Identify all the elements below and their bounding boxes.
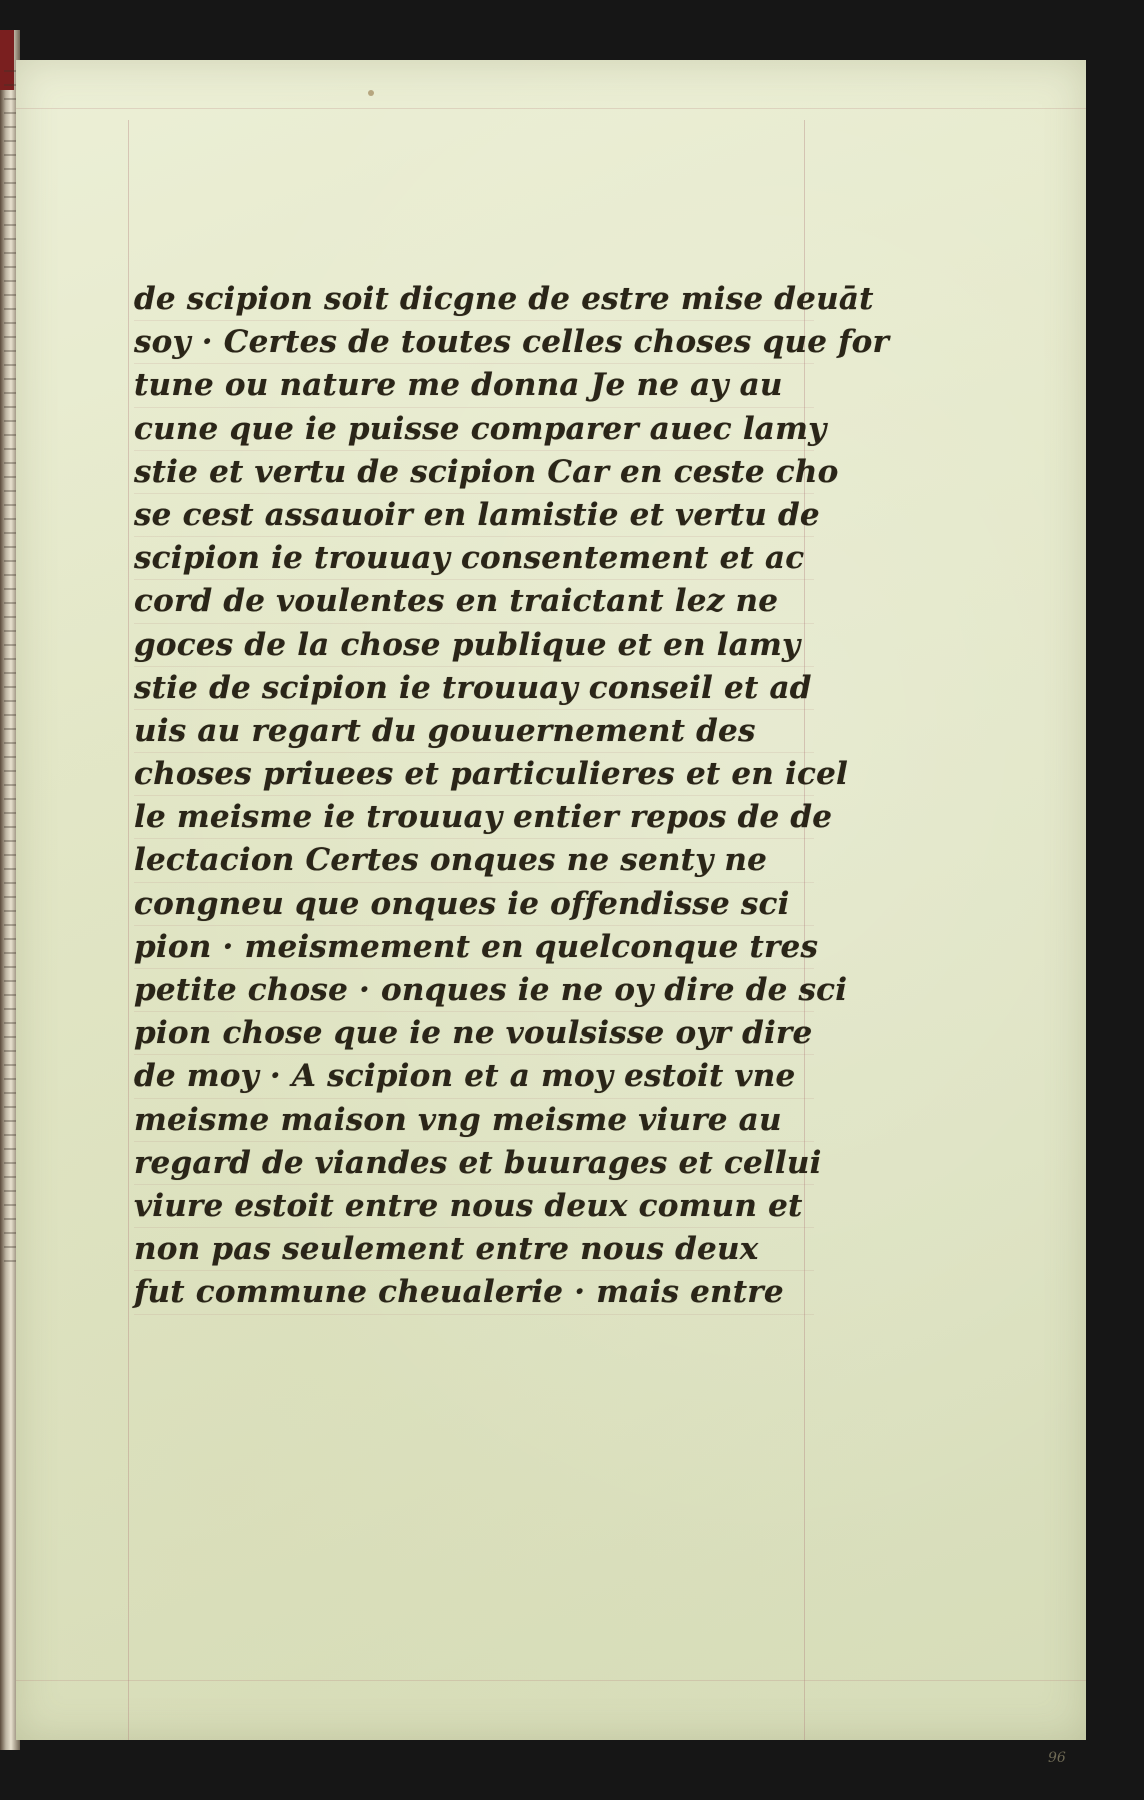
text-line: choses priuees et particulieres et en icel <box>134 753 814 796</box>
text-line: congneu que onques ie offendisse sci <box>134 883 814 926</box>
leaf-edges <box>4 70 16 1270</box>
text-line: tune ou nature me donna Je ne ay au <box>134 364 814 407</box>
folio-number: 96 <box>1048 1750 1066 1766</box>
text-line: stie de scipion ie trouuay conseil et ad <box>134 667 814 710</box>
text-line: soy · Certes de toutes celles choses que for <box>134 321 814 364</box>
text-line: se cest assauoir en lamistie et vertu de <box>134 494 814 537</box>
text-line: pion · meismement en quelconque tres <box>134 926 814 969</box>
manuscript-page <box>16 60 1086 1766</box>
bottom-ruling-line <box>16 1680 1086 1681</box>
parchment-speck <box>368 90 374 96</box>
text-line: regard de viandes et buurages et cellui <box>134 1142 814 1185</box>
text-line: cord de voulentes en traictant lez ne <box>134 580 814 623</box>
text-line: non pas seulement entre nous deux <box>134 1228 814 1271</box>
text-line: lectacion Certes onques ne senty ne <box>134 839 814 882</box>
text-line: petite chose · onques ie ne oy dire de sci <box>134 969 814 1012</box>
text-line: pion chose que ie ne voulsisse oyr dire <box>134 1012 814 1055</box>
left-margin-ruling <box>128 120 129 1740</box>
text-line: scipion ie trouuay consentement et ac <box>134 537 814 580</box>
text-line: stie et vertu de scipion Car en ceste cho <box>134 451 814 494</box>
text-line: fut commune cheualerie · mais entre <box>134 1271 814 1314</box>
top-ruling-line <box>16 108 1086 109</box>
text-line: viure estoit entre nous deux comun et <box>134 1185 814 1228</box>
manuscript-text-block <box>134 278 890 1315</box>
text-line: cune que ie puisse comparer auec lamy <box>134 408 814 451</box>
text-line: goces de la chose publique et en lamy <box>134 624 814 667</box>
text-line: de moy · A scipion et a moy estoit vne <box>134 1055 814 1098</box>
text-line: uis au regart du gouuernement des <box>134 710 814 753</box>
text-line: le meisme ie trouuay entier repos de de <box>134 796 814 839</box>
text-line: de scipion soit dicgne de estre mise deuāt <box>134 278 814 321</box>
text-line: meisme maison vng meisme viure au <box>134 1099 814 1142</box>
